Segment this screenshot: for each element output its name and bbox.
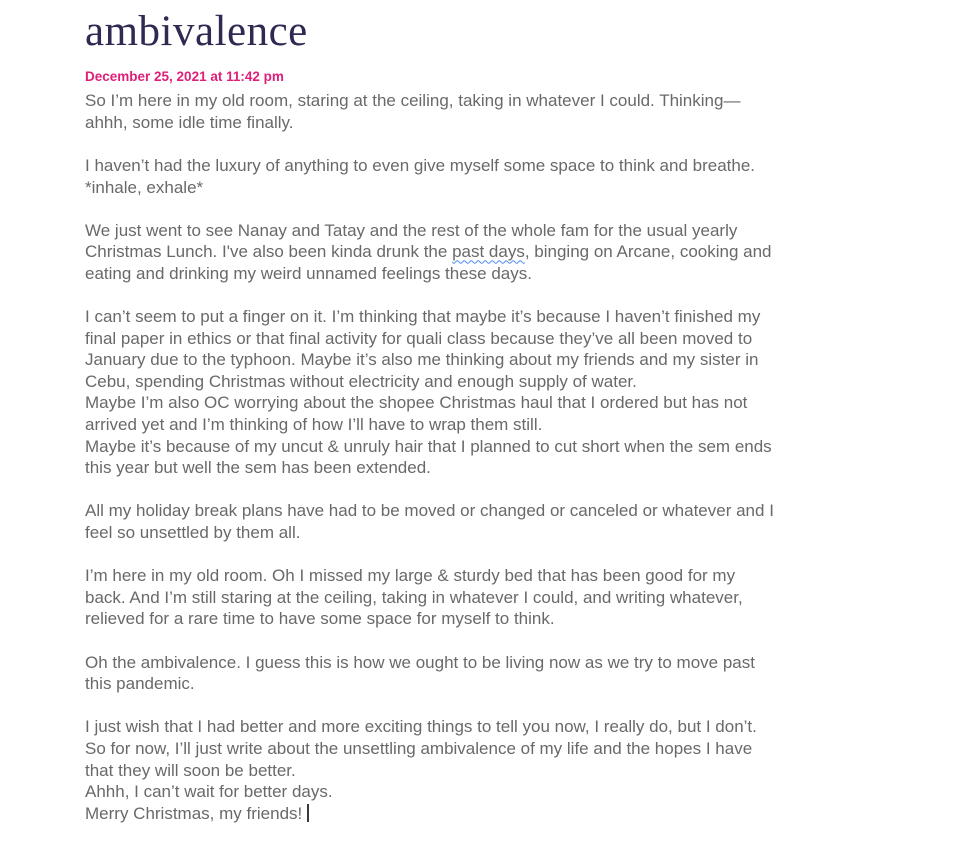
post-paragraph (85, 90, 885, 133)
post-title[interactable]: ambivalence (85, 8, 308, 55)
post-paragraph (85, 155, 885, 198)
text-line: So for now, I’ll just write about the unsettling ambivalence of my life and the hopes I have (85, 738, 753, 758)
text-line: relieved for a rare time to have some space for myself to think. (85, 609, 555, 629)
post-body[interactable] (85, 90, 885, 824)
text-line: back. And I’m still staring at the ceiling, taking in whatever I could, and writing whatever, (85, 587, 743, 607)
text-caret (307, 804, 309, 822)
text-line: feel so unsettled by them all. (85, 523, 301, 543)
text-line: Christmas Lunch. I've also been kinda drunk the past days, binging on Arcane, cooking and (85, 242, 772, 262)
post-paragraph (85, 716, 885, 824)
text-line: Maybe it’s because of my uncut & unruly hair that I planned to cut short when the sem ends (85, 436, 772, 456)
text-line: January due to the typhoon. Maybe it’s also me thinking about my friends and my sister in (85, 350, 759, 370)
text-line: I just wish that I had better and more exciting things to tell you now, I really do, but I don’t. (85, 717, 757, 737)
spellcheck-underline: past days (452, 242, 525, 262)
text-line: We just went to see Nanay and Tatay and the rest of the whole fam for the usual yearly (85, 220, 738, 240)
text-line: All my holiday break plans have had to be moved or changed or canceled or whatever and I (85, 501, 774, 521)
text-line: eating and drinking my weird unnamed feelings these days. (85, 263, 532, 283)
text-line: this year but well the sem has been extended. (85, 458, 431, 478)
post-paragraph (85, 306, 885, 479)
text-line: Merry Christmas, my friends! (85, 803, 885, 825)
text-line: I haven’t had the luxury of anything to even give myself some space to think and breathe. (85, 155, 756, 175)
text-line: arrived yet and I’m thinking of how I’ll have to wrap them still. (85, 415, 543, 435)
text-line: I can’t seem to put a finger on it. I’m thinking that maybe it’s because I haven’t finished my (85, 307, 761, 327)
text-line: So I’m here in my old room, staring at the ceiling, taking in whatever I could. Thinking— (85, 91, 741, 111)
text-line: *inhale, exhale* (85, 177, 204, 197)
post-paragraph (85, 220, 885, 285)
text-line: Ahhh, I can’t wait for better days. (85, 782, 333, 802)
post-paragraph (85, 652, 885, 695)
text-line: Maybe I’m also OC worrying about the shopee Christmas haul that I ordered but has not (85, 393, 748, 413)
post-date-link[interactable]: December 25, 2021 at 11:42 pm (85, 69, 284, 85)
text-line: Oh the ambivalence. I guess this is how we ought to be living now as we try to move past (85, 652, 755, 672)
post-paragraph (85, 565, 885, 630)
text-line: I’m here in my old room. Oh I missed my large & sturdy bed that has been good for my (85, 566, 736, 586)
post-paragraph (85, 500, 885, 543)
text-line: ahhh, some idle time finally. (85, 112, 294, 132)
text-line: Cebu, spending Christmas without electricity and enough supply of water. (85, 371, 637, 391)
text-line: that they will soon be better. (85, 760, 296, 780)
text-line: this pandemic. (85, 674, 195, 694)
text-line: final paper in ethics or that final activity for quali class because they’ve all been moved to (85, 328, 753, 348)
